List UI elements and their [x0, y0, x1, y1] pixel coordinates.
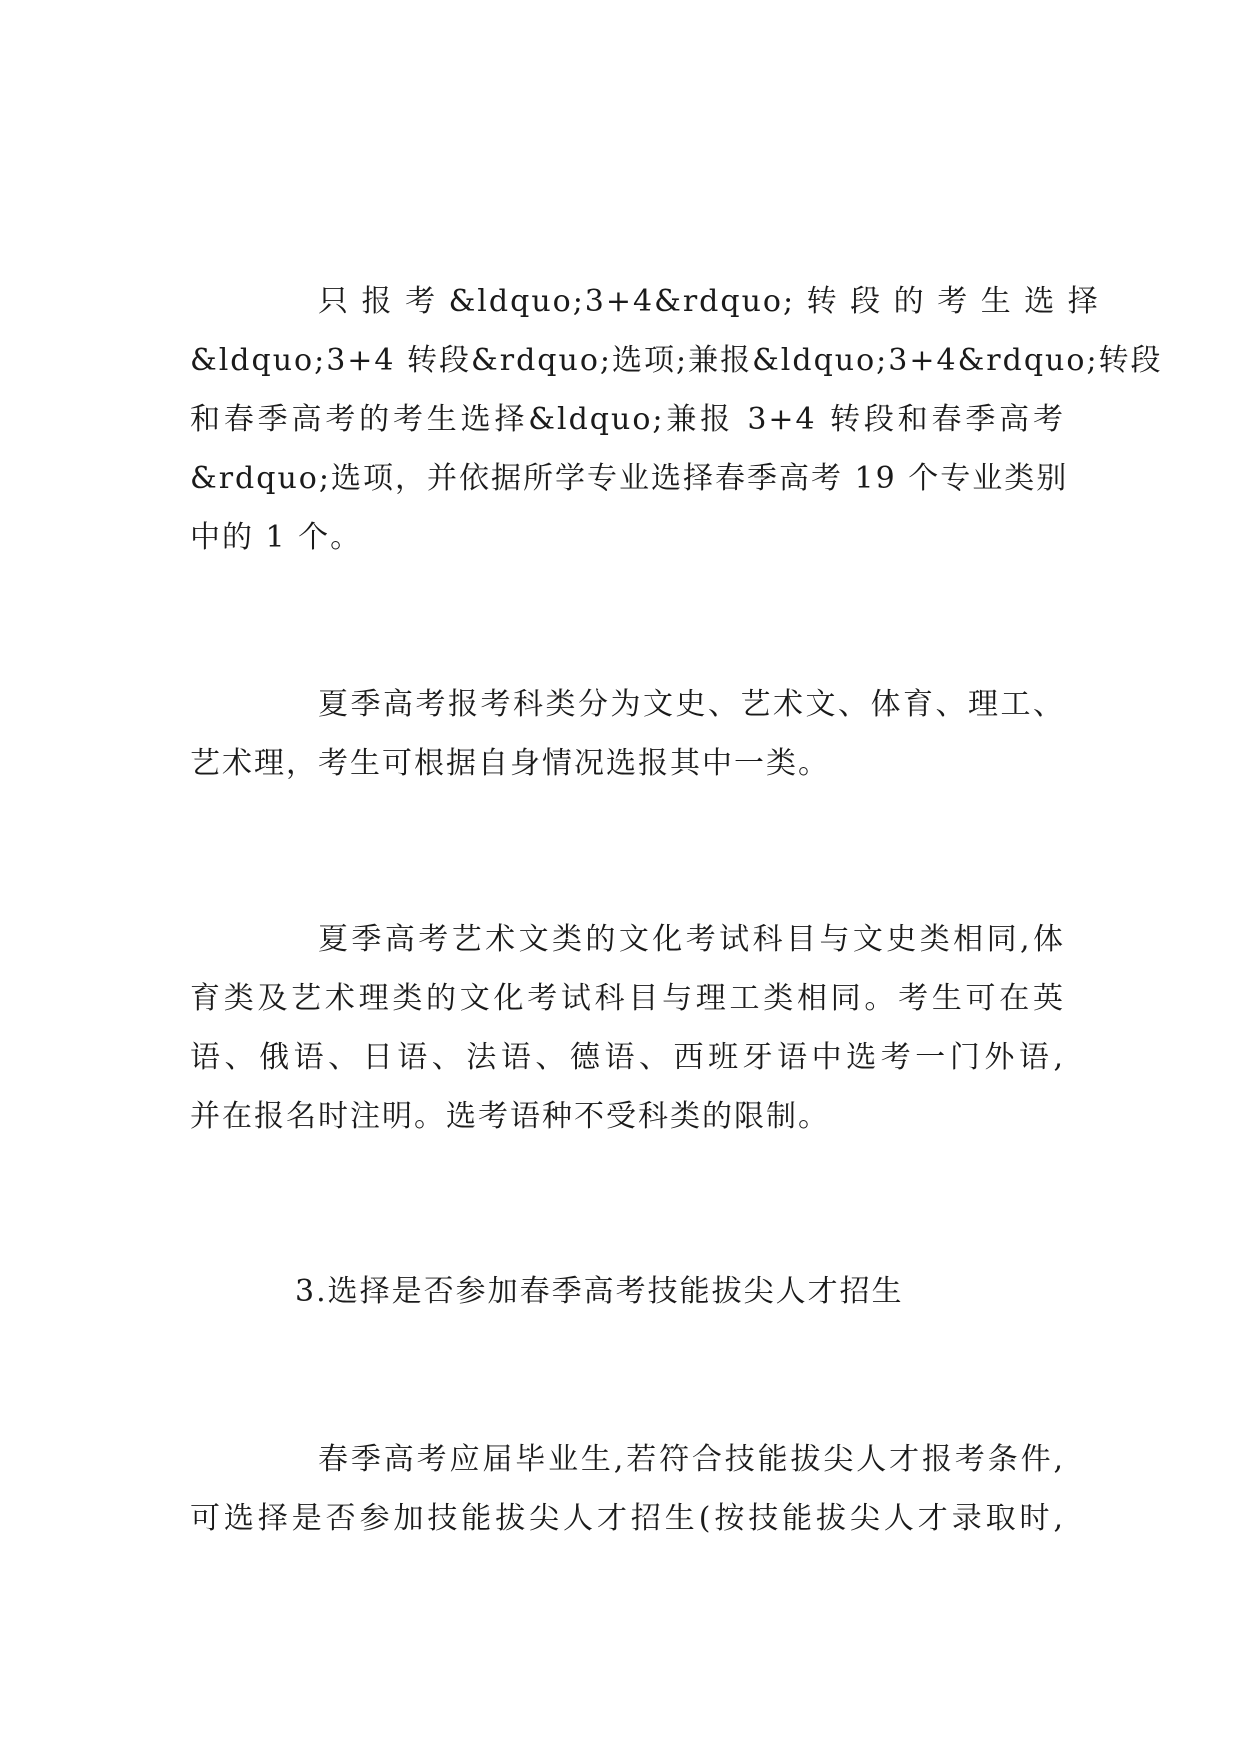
paragraph-line: 育类及艺术理类的文化考试科目与理工类相同。考生可在英 — [190, 981, 1065, 1016]
paragraph-5 — [190, 1430, 1065, 1548]
section-heading — [295, 1262, 995, 1321]
paragraph-3 — [190, 910, 1065, 1146]
paragraph-line: 可选择是否参加技能拔尖人才招生(按技能拔尖人才录取时, — [190, 1501, 1065, 1536]
paragraph-line: 语、俄语、日语、法语、德语、西班牙语中选考一门外语, — [190, 1040, 1065, 1075]
paragraph-line: 夏季高考艺术文类的文化考试科目与文史类相同,体 — [318, 922, 1065, 957]
section-heading-text: 3.选择是否参加春季高考技能拔尖人才招生 — [295, 1274, 904, 1309]
paragraph-1 — [190, 272, 1163, 567]
paragraph-line: 只 报 考 &ldquo;3+4&rdquo; 转 段 的 考 生 选 择 — [318, 284, 1100, 319]
paragraph-line: 夏季高考报考科类分为文史、艺术文、体育、理工、 — [318, 687, 1065, 722]
paragraph-line: 中的 1 个。 — [190, 520, 363, 555]
paragraph-line: &ldquo;3+4 转段&rdquo;选项;兼报&ldquo;3+4&rdquo;转段 — [190, 343, 1163, 378]
paragraph-line: 艺术理，考生可根据自身情况选报其中一类。 — [190, 746, 830, 781]
paragraph-line: 并在报名时注明。选考语种不受科类的限制。 — [190, 1099, 830, 1134]
paragraph-line: &rdquo;选项，并依据所学专业选择春季高考 19 个专业类别 — [190, 461, 1069, 496]
paragraph-line: 春季高考应届毕业生,若符合技能拔尖人才报考条件, — [318, 1442, 1065, 1477]
paragraph-line: 和春季高考的考生选择&ldquo;兼报 3+4 转段和春季高考 — [190, 402, 1065, 437]
paragraph-2 — [190, 675, 1065, 793]
